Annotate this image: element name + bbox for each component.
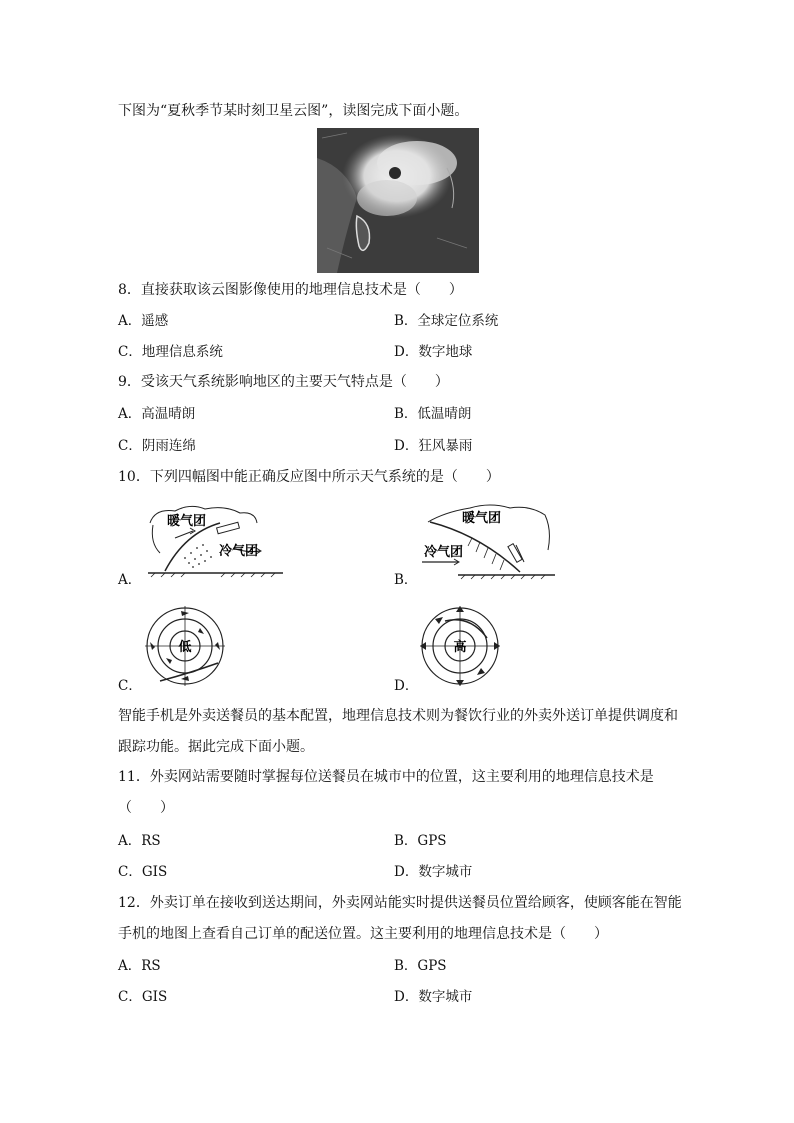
q11-option-b: B．GPS <box>394 833 447 849</box>
q10-option-c: C． <box>118 678 142 694</box>
fig-a-warm-label: 暖气团 <box>167 514 207 529</box>
fig-c-center-label: 低 <box>178 640 192 655</box>
figure-b-front <box>420 500 560 580</box>
question-11-stem-line1: 11．外卖网站需要随时掌握每位送餐员在城市中的位置，这主要利用的地理信息技术是 <box>118 769 654 785</box>
intro-text-satellite: 下图为“夏秋季节某时刻卫星云图”，读图完成下面小题。 <box>118 103 469 119</box>
question-11-stem-line2: （ ） <box>118 800 174 816</box>
figure-a-cold-front <box>145 503 285 578</box>
q10-option-a: A． <box>118 572 142 588</box>
q9-option-b: B．低温晴朗 <box>394 406 472 422</box>
question-9-stem: 9．受该天气系统影响地区的主要天气特点是（ ） <box>118 374 449 390</box>
q11-option-a: A．RS <box>118 833 161 849</box>
question-10-stem: 10．下列四幅图中能正确反应图中所示天气系统的是（ ） <box>118 469 500 485</box>
q9-option-d: D．狂风暴雨 <box>394 438 473 454</box>
q8-option-a: A．遥感 <box>118 313 169 329</box>
q11-option-d: D．数字城市 <box>394 864 473 880</box>
satellite-cloud-image <box>317 128 479 273</box>
q9-option-c: C．阴雨连绵 <box>118 438 196 454</box>
fig-d-center-label: 高 <box>453 640 467 655</box>
q8-option-b: B．全球定位系统 <box>394 313 499 329</box>
fig-b-cold-label: 冷气团 <box>424 545 464 560</box>
question-12-stem-line2: 手机的地图上查看自己订单的配送位置。这主要利用的地理信息技术是（ ） <box>118 926 608 942</box>
q11-option-c: C．GIS <box>118 864 168 880</box>
q8-option-d: D．数字地球 <box>394 344 473 360</box>
q12-option-b: B．GPS <box>394 958 447 974</box>
q8-option-c: C．地理信息系统 <box>118 344 223 360</box>
q10-option-d: D． <box>394 678 419 694</box>
figure-d-high-pressure <box>415 603 505 688</box>
q10-option-b: B． <box>394 572 418 588</box>
fig-a-cold-label: 冷气团 <box>219 544 259 559</box>
fig-b-warm-label: 暖气团 <box>462 511 502 526</box>
q12-option-a: A．RS <box>118 958 161 974</box>
figure-c-low-pressure <box>140 603 230 688</box>
question-8-stem: 8．直接获取该云图影像使用的地理信息技术是（ ） <box>118 282 463 298</box>
q9-option-a: A．高温晴朗 <box>118 406 196 422</box>
q12-option-d: D．数字城市 <box>394 989 473 1005</box>
q12-option-c: C．GIS <box>118 989 168 1005</box>
question-12-stem-line1: 12．外卖订单在接收到送达期间，外卖网站能实时提供送餐员位置给顾客，使顾客能在智能 <box>118 895 682 911</box>
intro-text-delivery-line2: 跟踪功能。据此完成下面小题。 <box>118 739 314 755</box>
intro-text-delivery-line1: 智能手机是外卖送餐员的基本配置，地理信息技术则为餐饮行业的外卖外送订单提供调度和 <box>118 708 678 724</box>
